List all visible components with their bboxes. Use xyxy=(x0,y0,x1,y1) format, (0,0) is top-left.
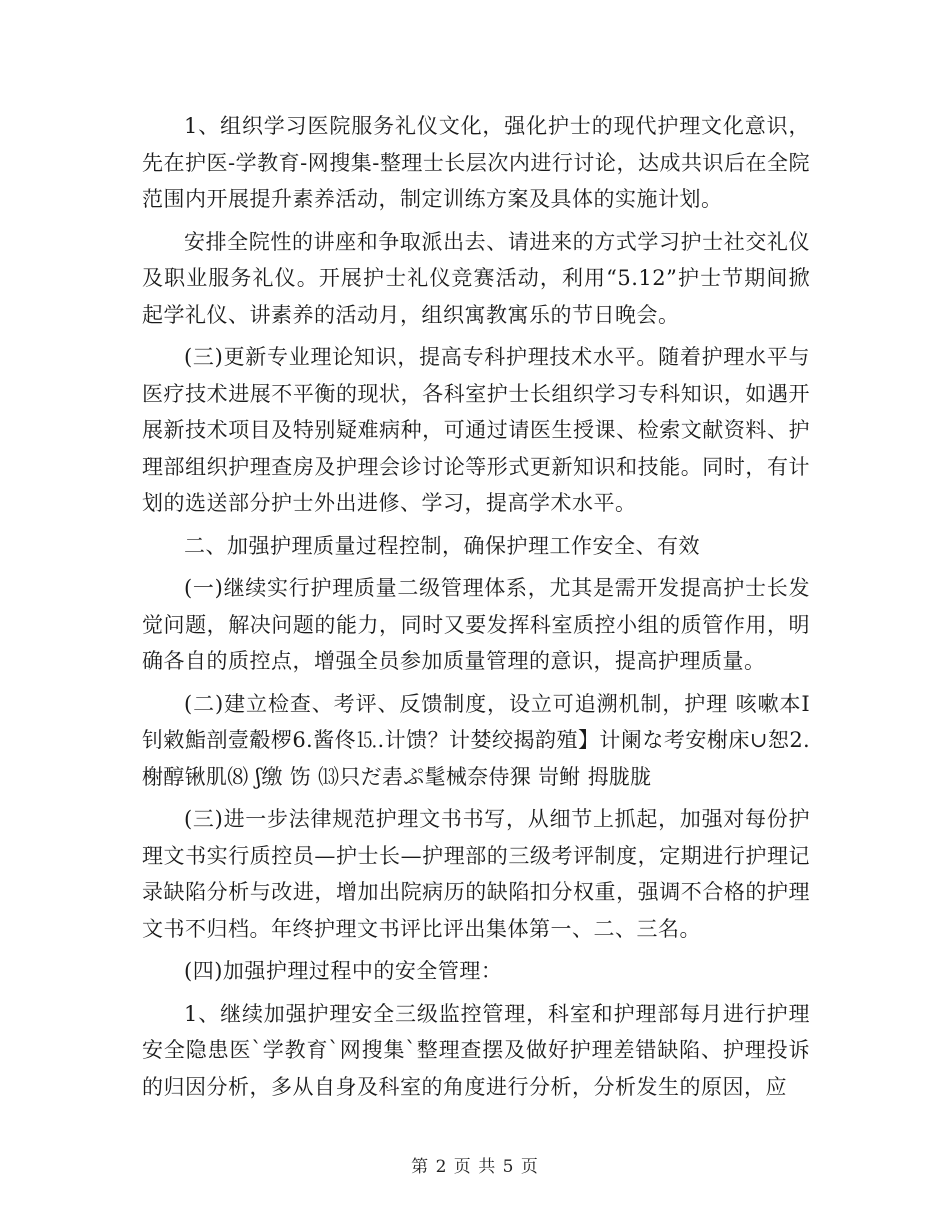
document-body xyxy=(142,108,810,1111)
paragraph-professional-knowledge: (三)更新专业理论知识，提高专科护理技术水平。随着护理水平与医疗技术进展不平衡的现状，各科室护士长组织学习专科知识，如遇开展新技术项目及特别疑难病种，可通过请医生授课、检索文献资料、护理部组织护理查房及护理会诊讨论等形式更新知识和技能。同时，有计划的选送部分护士外出进修、学习，提高学术水平。 xyxy=(142,345,810,515)
paragraph-safety-heading: (四)加强护理过程中的安全管理： xyxy=(184,959,503,983)
paragraph-lectures: 安排全院性的讲座和争取派出去、请进来的方式学习护士社交礼仪及职业服务礼仪。开展护士礼仪竞赛活动，利用“5.12”护士节期间掀起学礼仪、讲素养的活动月，组织寓教寓乐的节日晚会。 xyxy=(142,229,810,327)
paragraph-two-level-management: (一)继续实行护理质量二级管理体系，尤其是需开发提高护士长发觉问题，解决问题的能力，同时又要发挥科室质控小组的质管作用，明确各自的质控点，增强全员参加质量管理的意识，提高护理质量。 xyxy=(142,576,810,673)
paragraph-safety-monitoring: 1、继续加强护理安全三级监控管理，科室和护理部每月进行护理安全隐患医`学教育`网搜集`整理查摆及做好护理差错缺陷、护理投诉的归因分析，多从自身及科室的角度进行分析，分析发生的原因，应 xyxy=(142,1001,810,1099)
section-heading-quality-control: 二、加强护理质量过程控制，确保护理工作安全、有效 xyxy=(184,533,700,558)
paragraph-etiquette-training: 1、组织学习医院服务礼仪文化，强化护士的现代护理文化意识，先在护医-学教育-网搜集-整理士长层次内进行讨论，达成共识后在全院范围内开展提升素养活动，制定训练方案及具体的实施计划。 xyxy=(142,114,810,211)
paragraph-inspection-system: (二)建立检查、考评、反馈制度，设立可追溯机制，护理 咳嗽本Ⅰ钊敹鮨剖壹觳椤6.酱佟⒖.计馈？计婪绞揭韵殖】计阑な考安榭床∪恕2.榭醇锹肌⑻ ʃ缴 饬 ⒀只だ砉ぷ髦械奈侍猓 岢鲋 拇胧胧 xyxy=(142,691,810,789)
page-number-footer: 第 2 页 共 5 页 xyxy=(411,1157,539,1177)
paragraph-nursing-documents: (三)进一步法律规范护理文书书写，从细节上抓起，加强对每份护理文书实行质控员—护士长—护理部的三级考评制度，定期进行护理记录缺陷分析与改进，增加出院病历的缺陷扣分权重，强调不合格的护理文书不归档。年终护理文书评比评出集体第一、二、三名。 xyxy=(142,807,810,941)
